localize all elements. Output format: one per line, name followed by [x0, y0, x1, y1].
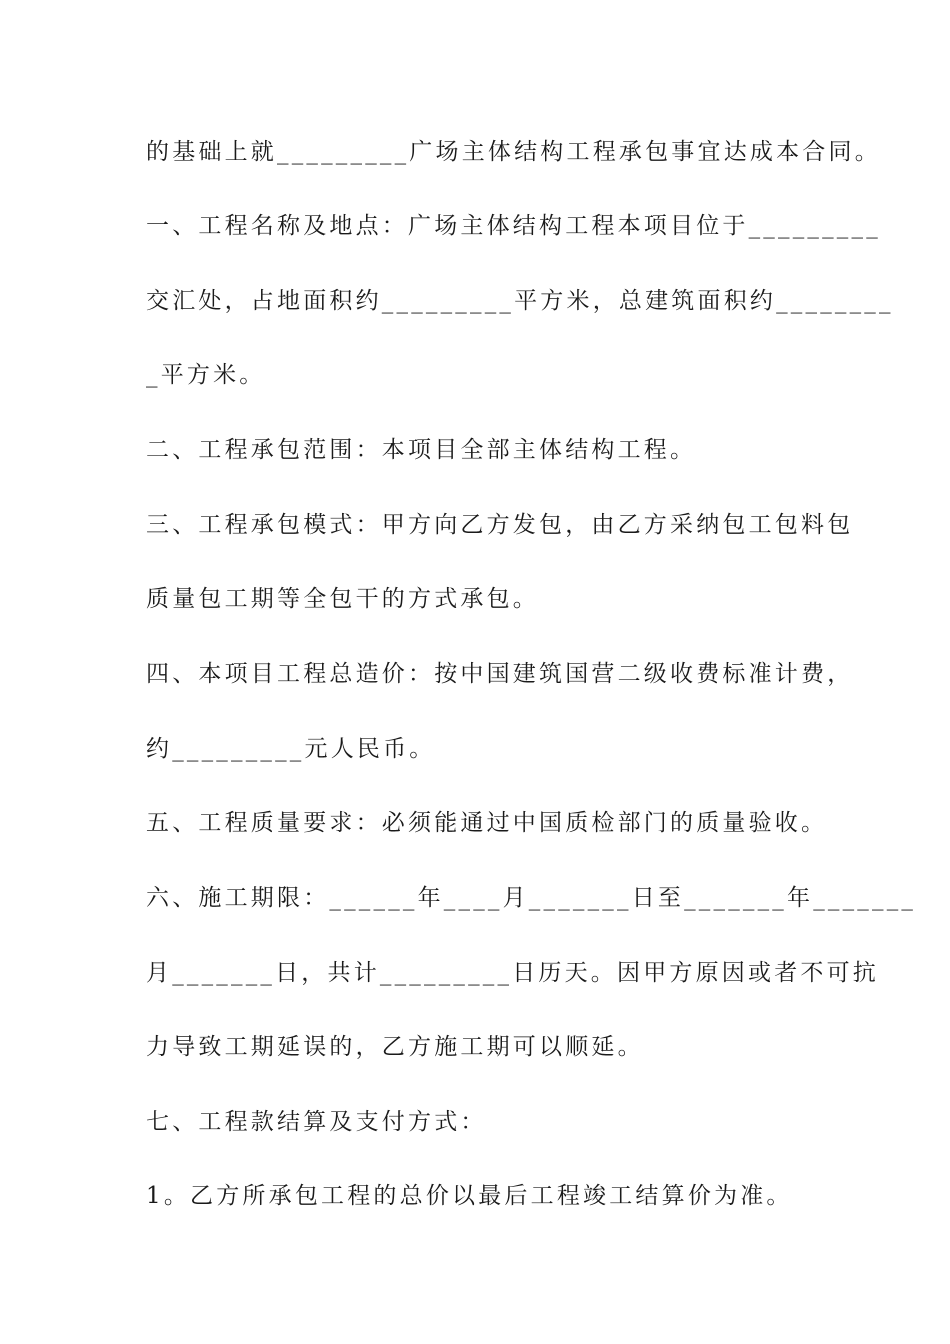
text-line: _平方米。	[146, 362, 266, 388]
text-line: 质量包工期等全包干的方式承包。	[146, 586, 539, 612]
text-line: 四、本项目工程总造价：按中国建筑国营二级收费标准计费，	[146, 661, 854, 687]
text-line: 六、施工期限：______年____月_______日至_______年_______	[146, 885, 917, 911]
text-line: 约_________元人民币。	[146, 736, 436, 762]
text-line: 七、工程款结算及支付方式：	[146, 1109, 487, 1135]
text-line: 二、工程承包范围：本项目全部主体结构工程。	[146, 437, 697, 463]
text-line: 的基础上就_________广场主体结构工程承包事宜达成本合同。	[146, 139, 881, 165]
text-line: 1。乙方所承包工程的总价以最后工程竣工结算价为准。	[146, 1183, 793, 1209]
text-line: 力导致工期延误的，乙方施工期可以顺延。	[146, 1034, 644, 1060]
text-line: 三、工程承包模式：甲方向乙方发包，由乙方采纳包工包料包	[146, 512, 854, 538]
text-line: 一、工程名称及地点：广场主体结构工程本项目位于_________	[146, 213, 881, 239]
text-line: 五、工程质量要求：必须能通过中国质检部门的质量验收。	[146, 810, 828, 836]
text-line: 交汇处，占地面积约_________平方米，总建筑面积约________	[146, 288, 894, 314]
text-line: 月_______日，共计_________日历天。因甲方原因或者不可抗	[146, 960, 879, 986]
